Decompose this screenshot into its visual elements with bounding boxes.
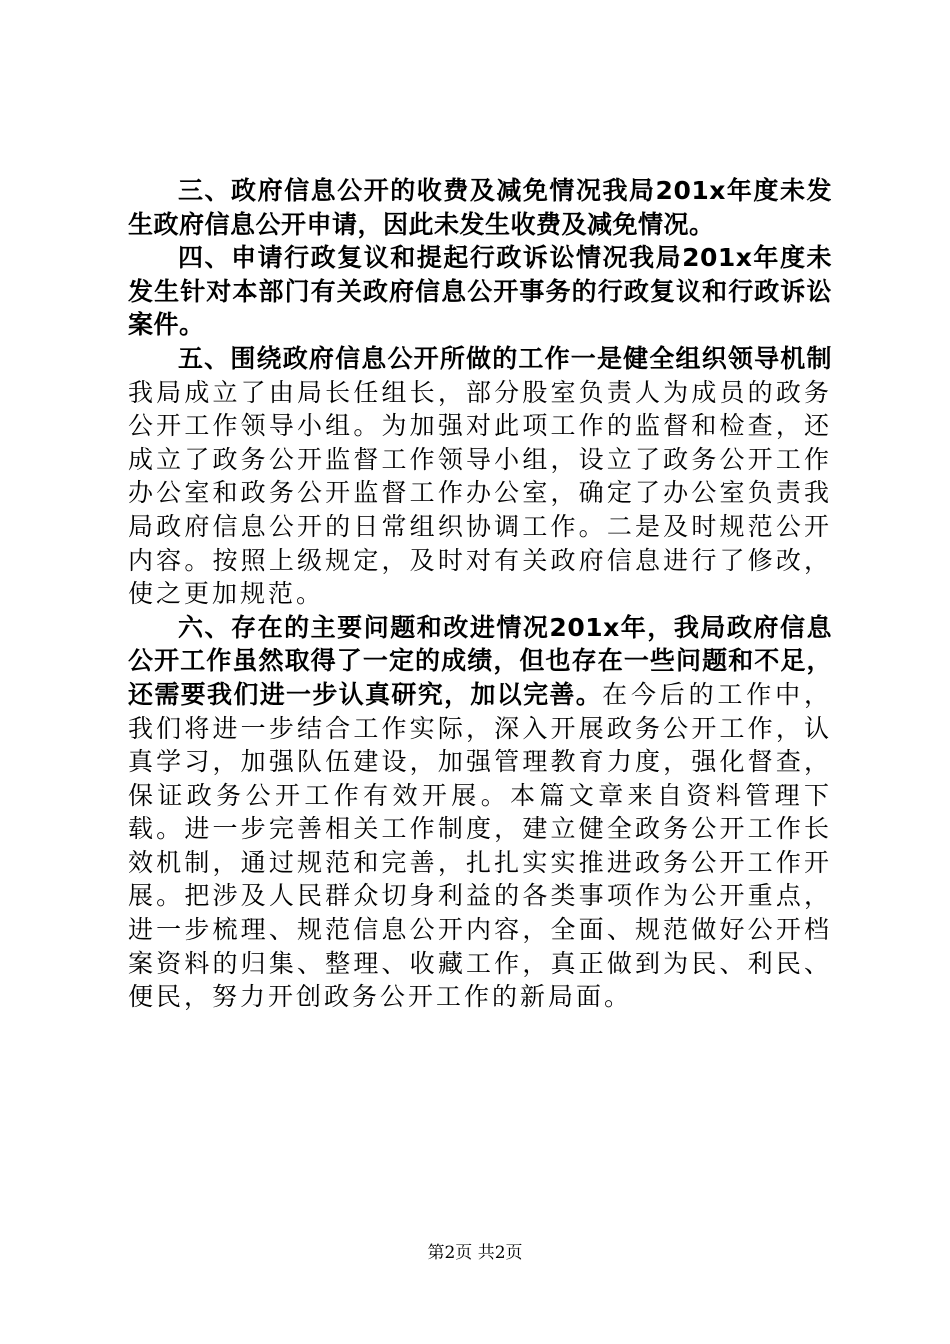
paragraph-fee-exemption bbox=[128, 174, 832, 241]
paragraph-heading: 六、存在的主要问题和改进情况201x年，我局政府信息公开工作虽然取得了一定的成绩，但也存在一些问题和不足，还需要我们进一步认真研究，加以完善。 bbox=[128, 612, 832, 709]
paragraph-text: 在今后的工作中，我们将进一步结合工作实际，深入开展政务公开工作，认真学习，加强队伍建设，加强管理教育力度，强化督查，保证政务公开工作有效开展。本篇文章来自资料管理下载。进一步完善相关工作制度，建立健全政务公开工作长效机制，通过规范和完善，扎扎实实推进政务公开工作开展。把涉及人民群众切身利益的各类事项作为公开重点，进一步梳理、规范信息公开内容，全面、规范做好公开档案资料的归集、整理、收藏工作，真正做到为民、利民、便民，努力开创政务公开工作的新局面。 bbox=[128, 679, 832, 1012]
paragraph-text: 我局成立了由局长任组长，部分股室负责人为成员的政务公开工作领导小组。为加强对此项工作的监督和检查，还成立了政务公开监督工作领导小组，设立了政务公开工作办公室和政务公开监督工作办公室，确定了办公室负责我局政府信息公开的日常组织协调工作。二是及时规范公开内容。按照上级规定，及时对有关政府信息进行了修改，使之更加规范。 bbox=[128, 377, 832, 609]
paragraph-work-done bbox=[128, 342, 832, 611]
paragraph-heading: 四、申请行政复议和提起行政诉讼情况我局201x年度未发生针对本部门有关政府信息公开事务的行政复议和行政诉讼案件。 bbox=[128, 243, 832, 340]
paragraph-review-litigation bbox=[128, 241, 832, 342]
paragraph-heading: 五、围绕政府信息公开所做的工作一是健全组织领导机制 bbox=[178, 343, 832, 373]
document-body bbox=[128, 174, 832, 1014]
page-number-footer: 第2页 共2页 bbox=[427, 1243, 523, 1263]
paragraph-heading: 三、政府信息公开的收费及减免情况我局201x年度未发生政府信息公开申请，因此未发生收费及减免情况。 bbox=[128, 176, 832, 239]
paragraph-problems-improvements bbox=[128, 611, 832, 1014]
